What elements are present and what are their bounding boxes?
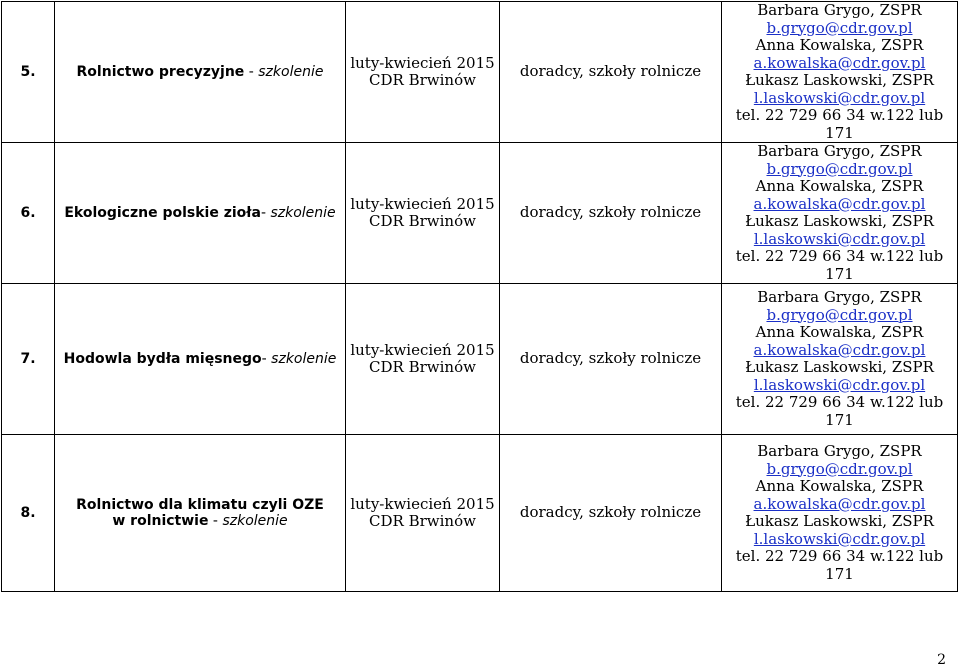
contact-cell xyxy=(722,435,958,592)
phone-extension: 171 xyxy=(825,564,854,583)
contact-person: Anna Kowalska, ZSPR xyxy=(755,36,924,54)
contact-person: Łukasz Laskowski, ZSPR xyxy=(745,358,934,376)
table-row xyxy=(2,284,958,435)
training-place: CDR Brwinów xyxy=(369,358,476,376)
contact-cell xyxy=(722,284,958,435)
email-link[interactable]: a.kowalska@cdr.gov.pl xyxy=(753,340,926,359)
training-title-continued: w rolnictwie xyxy=(112,513,209,529)
date-place-cell xyxy=(346,435,500,592)
training-title: Hodowla bydła mięsnego xyxy=(63,351,262,367)
training-title: Ekologiczne polskie zioła xyxy=(64,205,261,221)
training-title: Rolnictwo dla klimatu czyli OZE xyxy=(76,497,324,513)
title-separator: - xyxy=(244,64,259,80)
contact-cell xyxy=(722,2,958,143)
email-link[interactable]: a.kowalska@cdr.gov.pl xyxy=(753,53,926,72)
phone-extension: 171 xyxy=(825,264,854,283)
page-number: 2 xyxy=(937,652,946,668)
email-link[interactable]: a.kowalska@cdr.gov.pl xyxy=(753,194,926,213)
date-place-cell xyxy=(346,143,500,284)
training-date: luty-kwiecień 2015 xyxy=(350,194,495,213)
training-date: luty-kwiecień 2015 xyxy=(350,53,495,72)
training-date: luty-kwiecień 2015 xyxy=(350,494,495,513)
training-type: szkolenie xyxy=(258,64,324,80)
phone-number: tel. 22 729 66 34 w.122 lub xyxy=(735,106,944,124)
title-separator: - xyxy=(260,205,271,221)
training-title-cell xyxy=(55,284,346,435)
target-group: doradcy, szkoły rolnicze xyxy=(500,435,722,592)
email-link[interactable]: b.grygo@cdr.gov.pl xyxy=(766,159,913,178)
phone-number: tel. 22 729 66 34 w.122 lub xyxy=(735,547,944,565)
date-place-cell xyxy=(346,2,500,143)
target-group: doradcy, szkoły rolnicze xyxy=(500,284,722,435)
target-group: doradcy, szkoły rolnicze xyxy=(500,143,722,284)
phone-extension: 171 xyxy=(825,410,854,429)
table-row xyxy=(2,143,958,284)
email-link[interactable]: a.kowalska@cdr.gov.pl xyxy=(753,494,926,513)
training-place: CDR Brwinów xyxy=(369,212,476,230)
contact-person: Anna Kowalska, ZSPR xyxy=(755,477,924,495)
date-place-cell xyxy=(346,284,500,435)
contact-person: Anna Kowalska, ZSPR xyxy=(755,323,924,341)
email-link[interactable]: l.laskowski@cdr.gov.pl xyxy=(753,229,926,248)
contact-person: Łukasz Laskowski, ZSPR xyxy=(745,512,934,530)
contact-person: Barbara Grygo, ZSPR xyxy=(757,442,922,460)
title-separator: - xyxy=(261,351,272,367)
email-link[interactable]: b.grygo@cdr.gov.pl xyxy=(766,305,913,324)
phone-number: tel. 22 729 66 34 w.122 lub xyxy=(735,393,944,411)
contact-person: Anna Kowalska, ZSPR xyxy=(755,177,924,195)
row-number: 5. xyxy=(2,2,55,143)
target-group: doradcy, szkoły rolnicze xyxy=(500,2,722,143)
training-title-cell xyxy=(55,2,346,143)
email-link[interactable]: b.grygo@cdr.gov.pl xyxy=(766,459,913,478)
training-title-cell xyxy=(55,435,346,592)
phone-number: tel. 22 729 66 34 w.122 lub xyxy=(735,247,944,265)
training-place: CDR Brwinów xyxy=(369,71,476,89)
contact-person: Barbara Grygo, ZSPR xyxy=(757,1,922,19)
training-type: szkolenie xyxy=(222,513,288,529)
training-schedule-table xyxy=(1,1,958,592)
email-link[interactable]: l.laskowski@cdr.gov.pl xyxy=(753,375,926,394)
contact-person: Łukasz Laskowski, ZSPR xyxy=(745,212,934,230)
row-number: 7. xyxy=(2,284,55,435)
row-number: 6. xyxy=(2,143,55,284)
training-date: luty-kwiecień 2015 xyxy=(350,340,495,359)
contact-person: Barbara Grygo, ZSPR xyxy=(757,288,922,306)
training-title-cell xyxy=(55,143,346,284)
row-number: 8. xyxy=(2,435,55,592)
phone-extension: 171 xyxy=(825,123,854,142)
email-link[interactable]: l.laskowski@cdr.gov.pl xyxy=(753,88,926,107)
table-row xyxy=(2,435,958,592)
email-link[interactable]: b.grygo@cdr.gov.pl xyxy=(766,18,913,37)
training-place: CDR Brwinów xyxy=(369,512,476,530)
training-type: szkolenie xyxy=(270,205,336,221)
contact-person: Łukasz Laskowski, ZSPR xyxy=(745,71,934,89)
training-type: szkolenie xyxy=(271,351,337,367)
training-title: Rolnictwo precyzyjne xyxy=(76,64,245,80)
email-link[interactable]: l.laskowski@cdr.gov.pl xyxy=(753,529,926,548)
contact-cell xyxy=(722,143,958,284)
title-separator: - xyxy=(208,513,223,529)
table-row xyxy=(2,2,958,143)
contact-person: Barbara Grygo, ZSPR xyxy=(757,142,922,160)
